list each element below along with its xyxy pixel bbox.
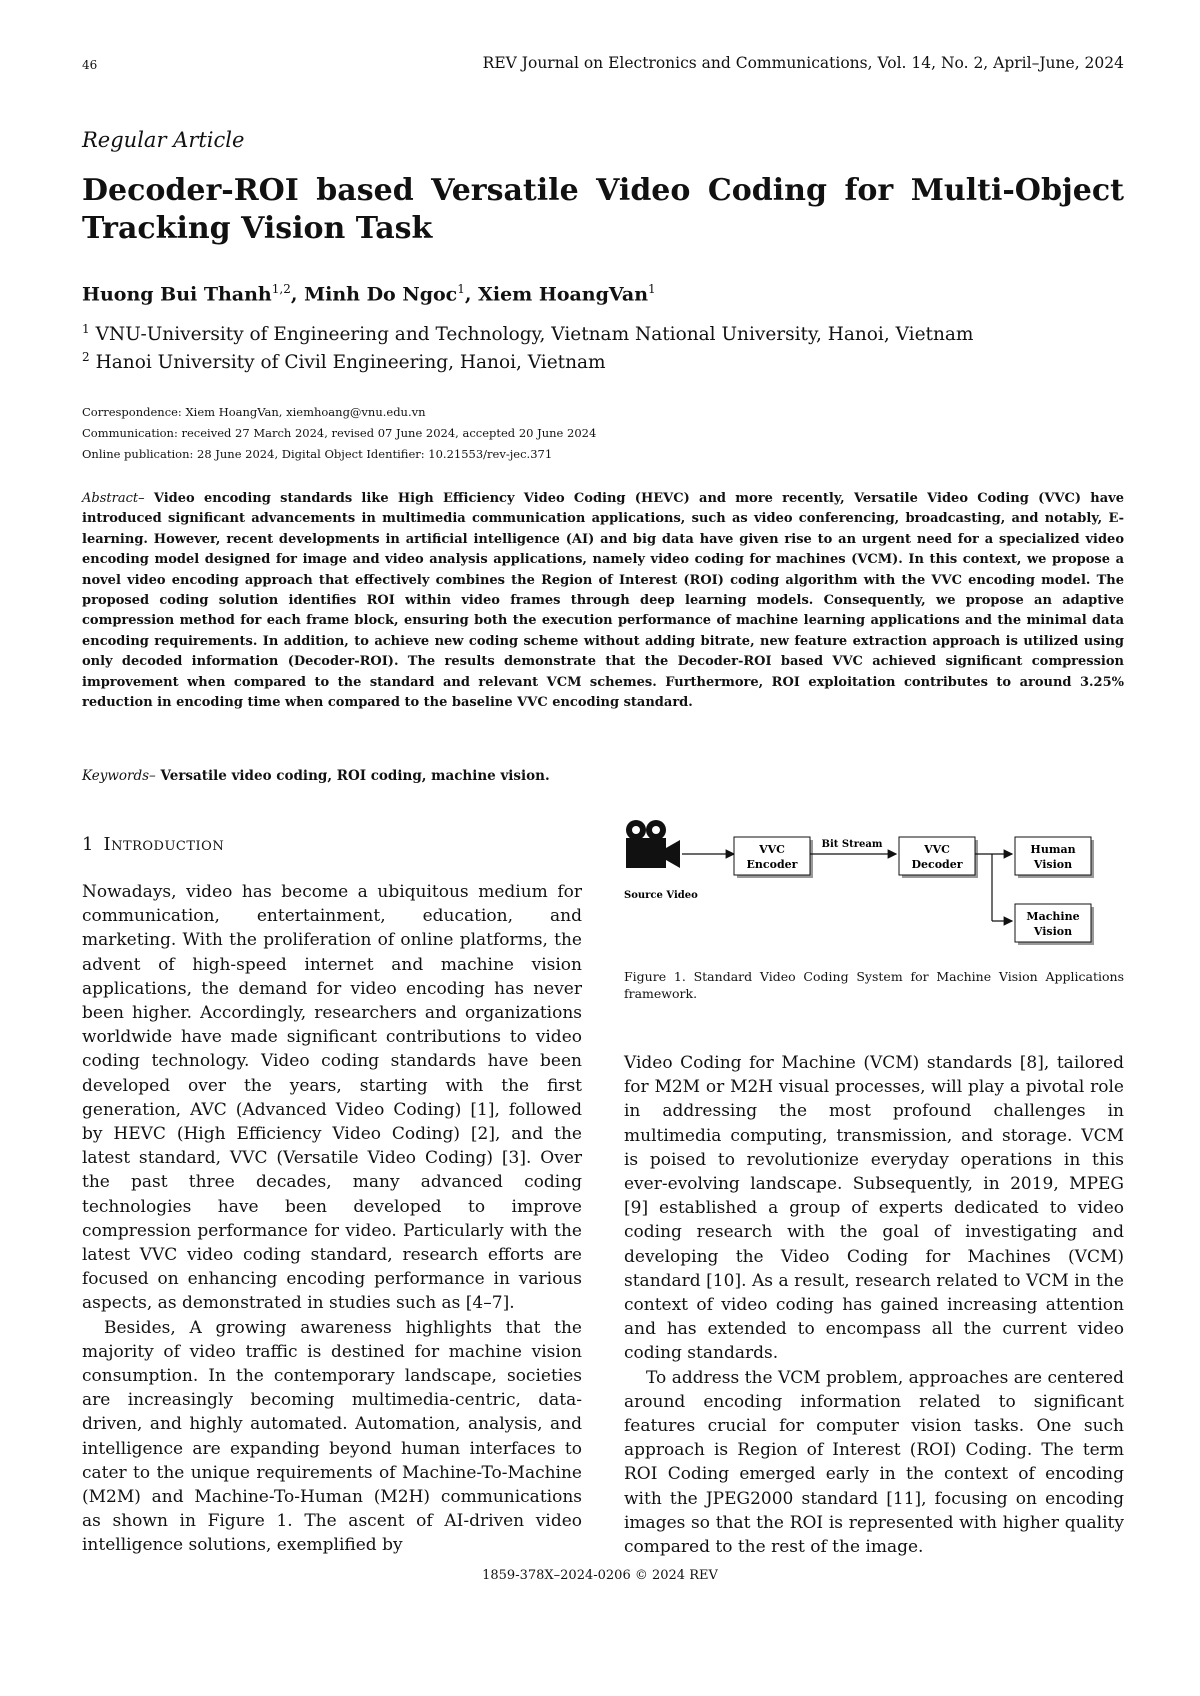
keywords (82, 768, 550, 784)
figure-caption: Figure 1. Standard Video Coding System for Machine Vision Applications framework. (624, 969, 1124, 1001)
abstract-lead: Abstract– (82, 491, 145, 506)
body-paragraph: Besides, A growing awareness highlights that the majority of video traffic is destined for machine vision consumption. In the contemporary landscape, societies are increasingly becoming multimedia-centric, data-driven, and highly automated. Automation, analysis, and intelligence are expanding beyond human interfaces to cater to the unique requirements of Machine-To-Machine (M2M) and Machine-To-Human (M2H) communications as shown in Figure 1. The ascent of AI-driven video intelligence solutions, exemplified by (82, 1317, 582, 1556)
author-affiliation-mark: 1,2 (271, 282, 291, 296)
decoder-label-line2: Decoder (911, 858, 963, 871)
affiliation-text: Hanoi University of Civil Engineering, Hanoi, Vietnam (95, 352, 606, 374)
correspondence-line: Correspondence: Xiem HoangVan, xiemhoang@vnu.edu.vn (82, 405, 426, 419)
author-separator: , (464, 283, 479, 306)
encoder-label-line2: Encoder (746, 858, 798, 871)
vvc-decoder-box (899, 837, 978, 878)
author-list (82, 282, 656, 305)
decoder-label-line1: VVC (924, 843, 950, 856)
affiliation-text: VNU-University of Engineering and Technology, Vietnam National University, Hanoi, Vietnam (95, 324, 974, 346)
human-label-line1: Human (1030, 843, 1076, 856)
left-column (82, 880, 582, 1558)
source-video-label: Source Video (624, 890, 698, 901)
machine-label-line1: Machine (1026, 910, 1080, 923)
author-separator: , (290, 283, 305, 306)
figure-1-diagram (624, 818, 1124, 950)
author-affiliation-mark: 1 (648, 282, 656, 296)
keywords-lead: Keywords– (82, 768, 156, 784)
section-title: Introduction (103, 834, 225, 855)
affiliation-number: 1 (82, 322, 90, 336)
section-number: 1 (82, 834, 94, 855)
online-publication-line: Online publication: 28 June 2024, Digital Object Identifier: 10.21553/rev-jec.371 (82, 447, 553, 461)
communication-line: Communication: received 27 March 2024, revised 07 June 2024, accepted 20 June 2024 (82, 426, 597, 440)
keywords-text: Versatile video coding, ROI coding, machine vision. (160, 768, 550, 784)
author-name: Huong Bui Thanh (82, 283, 272, 306)
affiliation (82, 322, 973, 345)
paper-title: Decoder-ROI based Versatile Video Coding for Multi-Object Tracking Vision Task (82, 173, 1124, 246)
bit-stream-label: Bit Stream (821, 839, 883, 850)
human-label-line2: Vision (1033, 858, 1073, 871)
right-column (624, 1051, 1124, 1559)
author-name: Minh Do Ngoc (304, 283, 458, 306)
author-affiliation-mark: 1 (457, 282, 465, 296)
article-type: Regular Article (82, 128, 245, 152)
video-camera-icon (626, 820, 680, 868)
body-paragraph: Video Coding for Machine (VCM) standards [8], tailored for M2M or M2H visual processes, will play a pivotal role in addressing the most profound challenges in multimedia computing, transmission, and storage. VCM is poised to revolutionize everyday operations in this ever-evolving landscape. Subsequently, in 2019, MPEG [9] established a group of experts dedicated to video coding research with the goal of investigating and developing the Video Coding for Machines (VCM) standard [10]. As a result, research related to VCM in the context of video coding has gained increasing attention and has extended to encompass all the current video coding standards. (624, 1053, 1124, 1364)
abstract-text: Video encoding standards like High Efficiency Video Coding (HEVC) and more recently, Versatile Video Coding (VVC) have introduced significant advancements in multimedia communication applications, such as video conferencing, broadcasting, and notably, E-learning. However, recent developments in artificial intelligence (AI) and big data have given rise to an urgent need for a specialized video encoding model designed for image and video analysis applications, namely video coding for machines (VCM). In this context, we propose a novel video encoding approach that effectively combines the Region of Interest (ROI) coding algorithm with the VVC encoding model. The proposed coding solution identifies ROI within video frames through deep learning models. Consequently, we propose an adaptive compression method for each frame block, ensuring both the execution performance of machine learning applications and the minimal data encoding requirements. In addition, to achieve new coding scheme without adding bitrate, new feature extraction approach is utilized using only decoded information (Decoder-ROI). The results demonstrate that the Decoder-ROI based VVC achieved significant compression improvement when compared to the standard and relevant VCM schemes. Furthermore, ROI exploitation contributes to around 3.25% reduction in encoding time when compared to the baseline VVC encoding standard. (82, 491, 1124, 711)
body-paragraph: To address the VCM problem, approaches are centered around encoding information related to significant features crucial for computer vision tasks. One such approach is Region of Interest (ROI) Coding. The term ROI Coding emerged early in the context of encoding with the JPEG2000 standard [11], focusing on encoding images so that the ROI is represented with higher quality compared to the rest of the image. (624, 1367, 1124, 1558)
human-vision-box (1015, 837, 1094, 878)
page-footer: 1859-378X–2024-0206 © 2024 REV (482, 1568, 718, 1583)
author-name: Xiem HoangVan (478, 283, 649, 306)
machine-vision-box (1015, 904, 1094, 945)
body-paragraph: Nowadays, video has become a ubiquitous medium for communication, entertainment, education, and marketing. With the proliferation of online platforms, the advent of high-speed internet and machine vision applications, the demand for video encoding has never been higher. Accordingly, researchers and organizations worldwide have made significant contributions to video coding technology. Video coding standards have been developed over the years, starting with the first generation, AVC (Advanced Video Coding) [1], followed by HEVC (High Efficiency Video Coding) [2], and the latest standard, VVC (Versatile Video Coding) [3]. Over the past three decades, many advanced coding technologies have been developed to improve compression performance for video. Particularly with the latest VVC video coding standard, research efforts are focused on enhancing encoding performance in various aspects, as demonstrated in studies such as [4–7]. (82, 882, 582, 1314)
section-heading (82, 834, 224, 855)
machine-label-line2: Vision (1033, 925, 1073, 938)
affiliation (82, 350, 606, 373)
affiliation-number: 2 (82, 350, 90, 364)
encoder-label-line1: VVC (759, 843, 785, 856)
journal-header: REV Journal on Electronics and Communications, Vol. 14, No. 2, April–June, 2024 (482, 54, 1124, 72)
page-number: 46 (82, 58, 98, 72)
vvc-encoder-box (734, 837, 813, 878)
abstract (82, 489, 1124, 713)
